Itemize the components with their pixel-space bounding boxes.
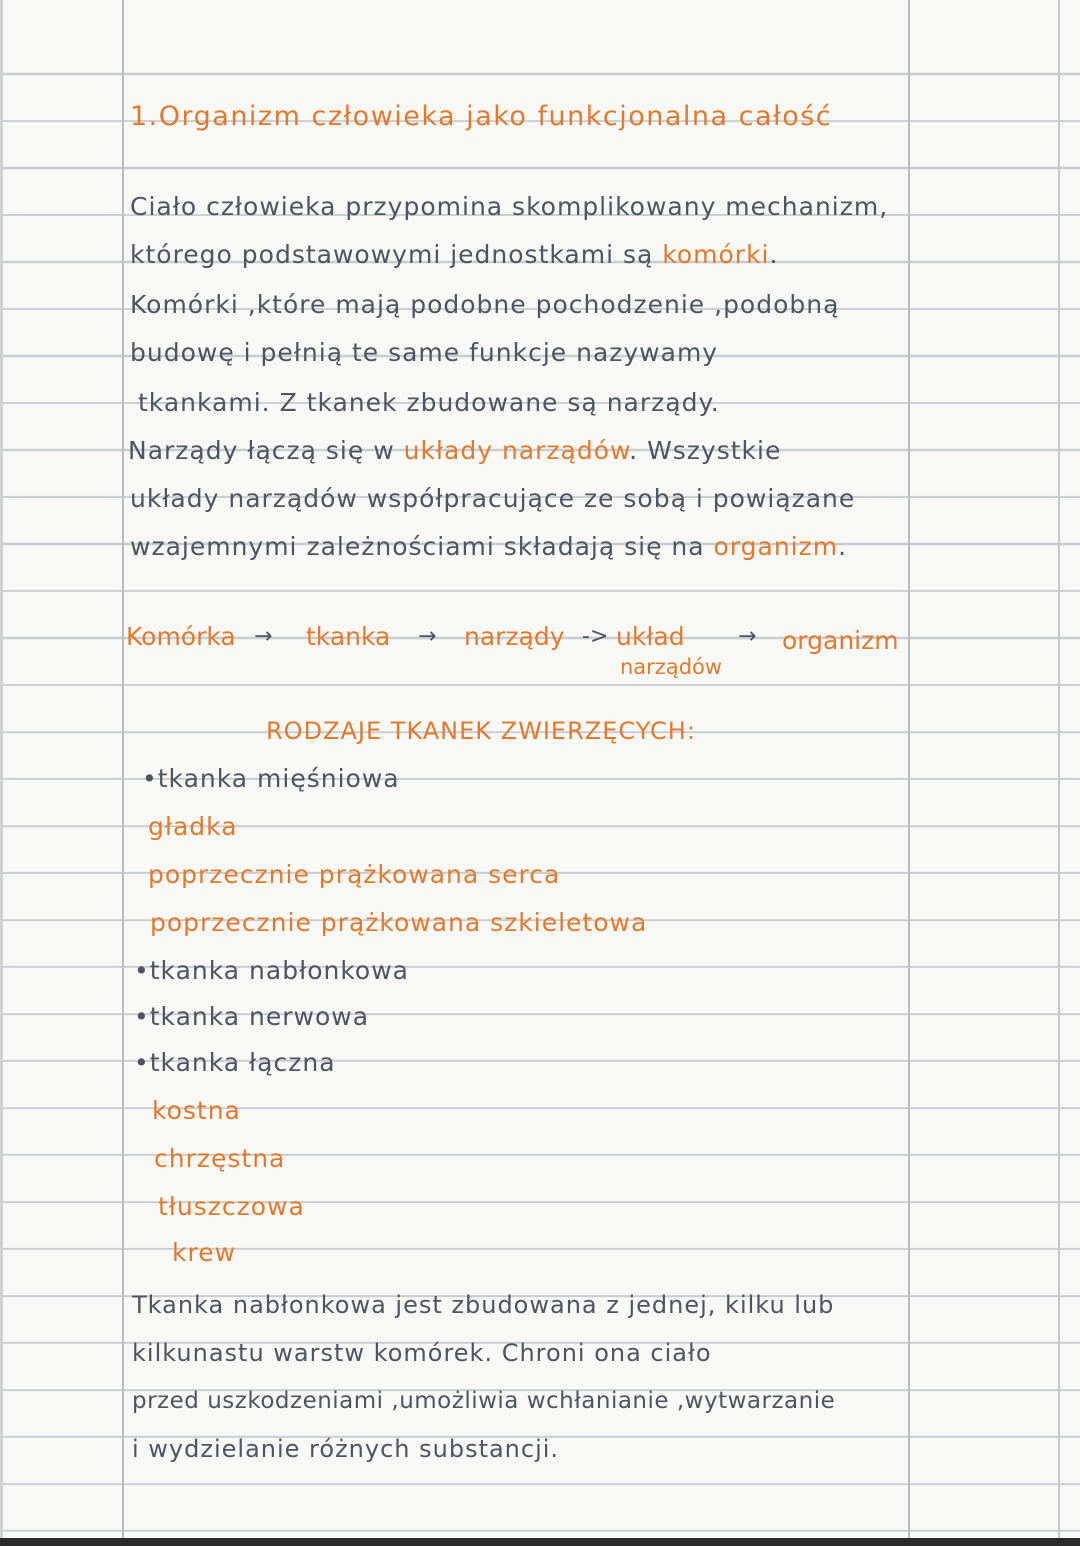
tissue-muscle: •tkanka mięśniowa [142, 764, 400, 793]
tissue-connective: •tkanka łączna [134, 1048, 336, 1077]
term-narzady: narządy [606, 388, 711, 417]
intro-line-5-text: . Z tkanek zbudowane są [261, 388, 607, 417]
tissue-connective-cartilage: chrzęstna [154, 1144, 286, 1173]
intro-line-2-end: . [769, 240, 779, 269]
flow-step-uklad: układ [616, 622, 685, 651]
tissue-nervous: •tkanka nerwowa [134, 1002, 370, 1031]
tissue-muscle-skeletal: poprzecznie prążkowana szkieletowa [150, 908, 648, 937]
intro-line-2 [130, 240, 778, 270]
right-margin-line [908, 0, 910, 1546]
para2-line-1: Tkanka nabłonkowa jest zbudowana z jednej, kilku lub [132, 1291, 835, 1319]
flow-arrow-1: → [254, 624, 273, 649]
flow-arrow-3: -> [582, 624, 609, 649]
intro-line-8-end: . [838, 532, 848, 561]
section-heading: RODZAJE TKANEK ZWIERZĘCYCH: [266, 717, 696, 745]
flow-step-narzadow: narządów [620, 655, 723, 679]
left-margin-line [122, 0, 124, 1546]
page-bottom-edge [0, 1538, 1080, 1546]
para2-line-2: kilkunastu warstw komórek. Chroni ona ciało [132, 1339, 712, 1367]
intro-line-7: układy narządów współpracujące ze sobą i powiązane [130, 484, 856, 513]
intro-line-5 [138, 388, 720, 418]
intro-line-8 [130, 532, 847, 562]
tissue-muscle-cardiac: poprzecznie prążkowana serca [148, 860, 561, 889]
tissue-epithelial: •tkanka nabłonkowa [134, 956, 409, 985]
intro-line-4: budowę i pełnią te same funkcje nazywamy [130, 338, 719, 367]
intro-line-6-text: Narządy łączą się w [128, 436, 404, 465]
intro-line-2-text: którego podstawowymi jednostkami są [130, 240, 663, 269]
hierarchy-flow [126, 622, 916, 692]
flow-step-komorka: Komórka [126, 622, 236, 651]
flow-step-narzady: narządy [464, 622, 565, 651]
flow-step-tkanka: tkanka [306, 622, 391, 651]
intro-line-3: Komórki ,które mają podobne pochodzenie ,podobną [130, 290, 840, 319]
term-tkankami: tkankami [138, 388, 262, 417]
flow-arrow-4: → [738, 624, 757, 649]
intro-line-1: Ciało człowieka przypomina skomplikowany mechanizm, [130, 192, 889, 221]
para2-line-3: przed uszkodzeniami ,umożliwia wchłanianie ,wytwarzanie [132, 1388, 836, 1414]
tissue-connective-blood: krew [172, 1238, 237, 1267]
intro-line-6-end: . Wszystkie [629, 436, 782, 465]
intro-line-6 [128, 436, 781, 466]
page-title: 1.Organizm człowieka jako funkcjonalna całość [130, 101, 833, 132]
term-komorki: komórki [662, 240, 770, 269]
page-left-edge [0, 0, 3, 1546]
intro-line-8-text: wzajemnymi zależnościami składają się na [130, 532, 714, 561]
intro-line-5-end: . [710, 388, 720, 417]
tissue-muscle-smooth: gładka [148, 812, 238, 841]
flow-step-organizm: organizm [782, 626, 899, 655]
outer-margin-line [1058, 0, 1060, 1546]
tissue-connective-bone: kostna [152, 1096, 241, 1125]
para2-line-4: i wydzielanie różnych substancji. [132, 1435, 560, 1463]
flow-arrow-2: → [418, 624, 437, 649]
tissue-connective-fat: tłuszczowa [158, 1192, 305, 1221]
term-organizm: organizm [713, 532, 839, 561]
term-uklady-narzadow: układy narządów [403, 436, 630, 465]
